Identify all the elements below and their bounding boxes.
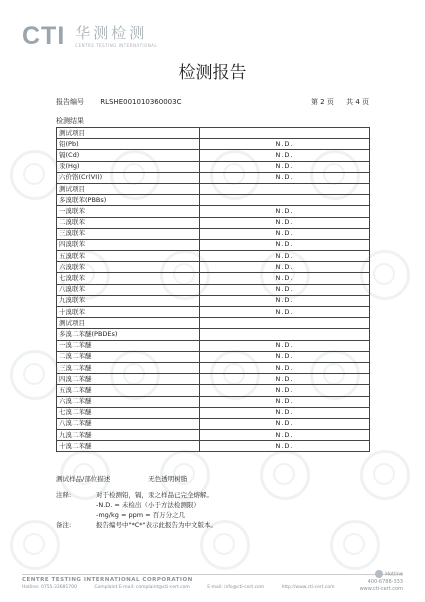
logo-chinese-name: 华测检测 bbox=[75, 23, 148, 42]
test-item-cell: 四溴联苯 bbox=[57, 239, 200, 250]
footer-complaint-email: Complaint E-mail: complaint@cti-cert.com bbox=[94, 585, 190, 590]
test-item-cell: 镉(Cd) bbox=[57, 150, 200, 161]
test-item-cell: 十溴二苯醚 bbox=[57, 441, 200, 452]
table-row bbox=[57, 217, 370, 228]
result-cell: N.D. bbox=[200, 228, 370, 239]
test-item-cell: 七溴联苯 bbox=[57, 273, 200, 284]
result-cell: N.D. bbox=[200, 396, 370, 407]
report-number-value: RLSHE001010360003C bbox=[100, 98, 182, 106]
test-item-cell: 九溴二苯醚 bbox=[57, 430, 200, 441]
note-line: -N.D. = 未检出（小于方法检测限） bbox=[96, 501, 200, 509]
table-row bbox=[57, 172, 370, 183]
notes-label: 注释: bbox=[56, 491, 72, 499]
watermark-seal-icon bbox=[10, 520, 60, 570]
test-item-cell: 一溴二苯醚 bbox=[57, 340, 200, 351]
test-item-cell: 七溴二苯醚 bbox=[57, 407, 200, 418]
result-cell: N.D. bbox=[200, 385, 370, 396]
notes-block bbox=[56, 490, 217, 530]
test-item-cell: 测试项目 bbox=[57, 128, 200, 139]
result-cell: N.D. bbox=[200, 340, 370, 351]
result-cell: N.D. bbox=[200, 262, 370, 273]
table-row bbox=[57, 251, 370, 262]
result-cell: N.D. bbox=[200, 251, 370, 262]
result-cell: N.D. bbox=[200, 150, 370, 161]
results-table bbox=[56, 127, 370, 452]
table-row bbox=[57, 150, 370, 161]
result-cell bbox=[200, 195, 370, 206]
footer-website: www.cti-cert.com bbox=[359, 585, 403, 592]
table-row bbox=[57, 307, 370, 318]
logo-cti-text: CTI bbox=[22, 22, 66, 50]
result-cell bbox=[200, 318, 370, 329]
remark-label: 备注: bbox=[56, 521, 72, 529]
table-row bbox=[57, 262, 370, 273]
company-logo bbox=[22, 24, 157, 49]
footer-phone: Hotline: 0755-33681700 bbox=[22, 585, 77, 590]
test-item-cell: 八溴二苯醚 bbox=[57, 418, 200, 429]
table-row bbox=[57, 340, 370, 351]
note-line: -mg/kg = ppm = 百万分之几 bbox=[96, 511, 186, 519]
result-cell: N.D. bbox=[200, 307, 370, 318]
table-row bbox=[57, 407, 370, 418]
result-cell: N.D. bbox=[200, 374, 370, 385]
note-line: 对于检测铅，镉，汞之样品已完全熔解。 bbox=[96, 491, 213, 499]
test-item-cell: 八溴联苯 bbox=[57, 284, 200, 295]
hotline-number: 400-6788-333 bbox=[367, 578, 403, 585]
test-item-cell: 三溴二苯醚 bbox=[57, 362, 200, 373]
result-cell: N.D. bbox=[200, 407, 370, 418]
hotline-label: Hotline bbox=[385, 571, 403, 578]
result-cell: N.D. bbox=[200, 217, 370, 228]
test-item-cell: 四溴二苯醚 bbox=[57, 374, 200, 385]
test-item-cell: 测试项目 bbox=[57, 183, 200, 194]
test-item-cell: 六溴二苯醚 bbox=[57, 396, 200, 407]
sample-description bbox=[56, 474, 187, 483]
report-number bbox=[56, 97, 181, 107]
test-item-cell: 六溴联苯 bbox=[57, 262, 200, 273]
result-cell: N.D. bbox=[200, 239, 370, 250]
result-cell: N.D. bbox=[200, 362, 370, 373]
table-row bbox=[57, 161, 370, 172]
table-row bbox=[57, 183, 370, 194]
table-row bbox=[57, 329, 370, 340]
section-label: 检测结果 bbox=[56, 117, 84, 125]
result-cell: N.D. bbox=[200, 351, 370, 362]
sample-label: 测试样品/部位描述 bbox=[56, 475, 111, 483]
table-row bbox=[57, 418, 370, 429]
table-row bbox=[57, 362, 370, 373]
result-cell: N.D. bbox=[200, 206, 370, 217]
test-item-cell: 十溴联苯 bbox=[57, 307, 200, 318]
footer-hotline bbox=[360, 570, 403, 593]
table-row bbox=[57, 284, 370, 295]
footer-divider bbox=[22, 574, 403, 575]
watermark-seal-icon bbox=[330, 520, 380, 570]
remark-text: 报告编号中"*C*"表示此报告为中文版本。 bbox=[96, 521, 218, 529]
table-row bbox=[57, 351, 370, 362]
footer-url: http://www.cti-cert.com bbox=[281, 585, 335, 590]
result-cell: N.D. bbox=[200, 430, 370, 441]
result-cell: N.D. bbox=[200, 441, 370, 452]
footer-email: E-mail: info@cti-cert.com bbox=[207, 585, 265, 590]
test-item-cell: 一溴联苯 bbox=[57, 206, 200, 217]
result-cell bbox=[200, 183, 370, 194]
watermark-seal-icon bbox=[360, 450, 410, 500]
test-item-cell: 二溴联苯 bbox=[57, 217, 200, 228]
table-row bbox=[57, 441, 370, 452]
footer-contacts bbox=[22, 585, 351, 590]
result-cell: N.D. bbox=[200, 139, 370, 150]
page-total: 共 4 页 bbox=[346, 98, 369, 106]
table-row bbox=[57, 318, 370, 329]
table-row bbox=[57, 396, 370, 407]
watermark-seal-icon bbox=[10, 150, 60, 200]
test-item-cell: 五溴联苯 bbox=[57, 251, 200, 262]
table-row bbox=[57, 139, 370, 150]
test-item-cell: 测试项目 bbox=[57, 318, 200, 329]
test-item-cell: 汞(Hg) bbox=[57, 161, 200, 172]
test-item-cell: 三溴联苯 bbox=[57, 228, 200, 239]
result-cell: N.D. bbox=[200, 273, 370, 284]
logo-english-name: CENTRE TESTING INTERNATIONAL bbox=[75, 42, 158, 48]
phone-icon bbox=[375, 570, 383, 578]
watermark-seal-icon bbox=[10, 350, 60, 400]
result-cell: N.D. bbox=[200, 161, 370, 172]
table-row bbox=[57, 195, 370, 206]
report-title: 检测报告 bbox=[178, 63, 247, 83]
table-row bbox=[57, 430, 370, 441]
test-item-cell: 五溴二苯醚 bbox=[57, 385, 200, 396]
test-item-cell: 多溴联苯(PBBs) bbox=[57, 195, 200, 206]
report-number-label: 报告编号 bbox=[56, 98, 84, 106]
watermark-seal-icon bbox=[260, 450, 310, 500]
test-item-cell: 六价铬(Cr(VI)) bbox=[57, 172, 200, 183]
test-item-cell: 铅(Pb) bbox=[57, 139, 200, 150]
table-row bbox=[57, 374, 370, 385]
table-row bbox=[57, 239, 370, 250]
result-cell: N.D. bbox=[200, 284, 370, 295]
table-row bbox=[57, 295, 370, 306]
result-cell: N.D. bbox=[200, 295, 370, 306]
test-item-cell: 二溴二苯醚 bbox=[57, 351, 200, 362]
table-row bbox=[57, 228, 370, 239]
test-item-cell: 九溴联苯 bbox=[57, 295, 200, 306]
footer-organization: CENTRE TESTING INTERNATIONAL CORPORATION bbox=[22, 577, 193, 583]
result-cell bbox=[200, 329, 370, 340]
result-cell: N.D. bbox=[200, 418, 370, 429]
table-row bbox=[57, 385, 370, 396]
page-number: 第 2 页 bbox=[310, 98, 334, 106]
table-row bbox=[57, 273, 370, 284]
result-cell bbox=[200, 128, 370, 139]
result-cell: N.D. bbox=[200, 172, 370, 183]
sample-value: 无色透明树脂 bbox=[148, 475, 188, 483]
page-indicator bbox=[311, 97, 369, 107]
table-row bbox=[57, 206, 370, 217]
table-row bbox=[57, 128, 370, 139]
test-item-cell: 多溴二苯醚(PBDEs) bbox=[57, 329, 200, 340]
